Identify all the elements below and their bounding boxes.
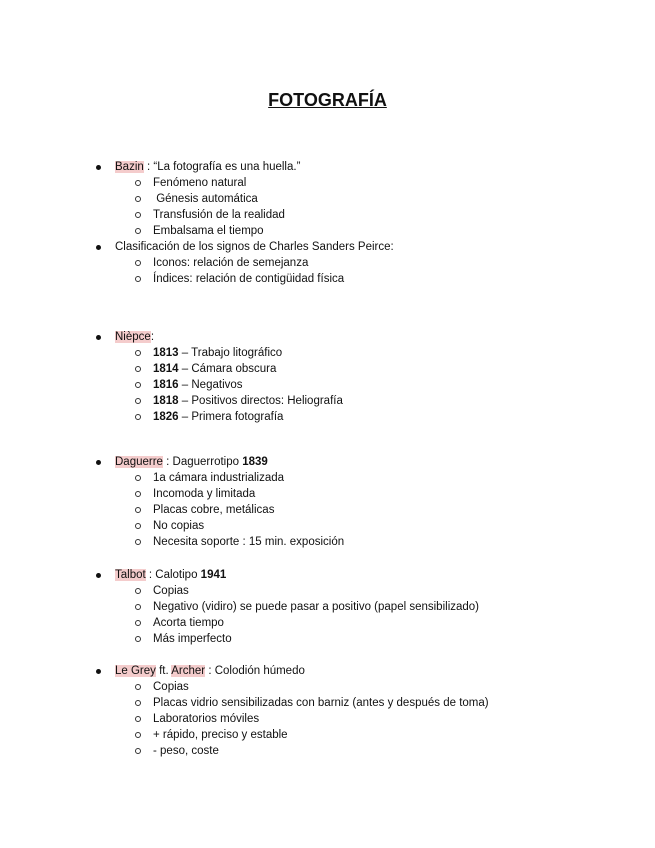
sub-item [153,727,288,743]
circle-bullet-icon [135,491,141,497]
sub-item [153,599,479,615]
sub-item-text: Génesis automática [153,193,258,205]
sub-item-text: Índices: relación de contigüidad física [153,273,345,285]
circle-bullet-icon [135,350,141,356]
sub-item-text: Embalsama el tiempo [153,225,264,237]
circle-bullet-icon [135,684,141,690]
sub-item [153,486,255,502]
bullet-icon [96,335,101,340]
circle-bullet-icon [135,523,141,529]
sub-item [153,711,259,727]
sub-item-text: Copias [153,585,189,597]
highlighted-name: Nièpce [115,331,151,343]
highlighted-name: Le Grey [115,665,156,677]
circle-bullet-icon [135,212,141,218]
item-text: : [150,331,155,343]
sub-item [153,345,282,361]
sub-item [153,695,489,711]
year-label: 1814 [153,363,179,375]
sub-item-text: 1a cámara industrializada [153,472,285,484]
highlighted-name: Daguerre [115,456,163,468]
year-label: 1839 [242,456,268,468]
item-text: Clasificación de los signos de Charles Sanders Peirce: [115,241,394,253]
circle-bullet-icon [135,748,141,754]
bullet-icon [96,573,101,578]
sub-item [153,175,246,191]
sub-item-text: Copias [153,681,189,693]
sub-item [153,223,264,239]
sub-item-text: No copias [153,520,205,532]
sub-item-text: Placas vidrio sensibilizadas con barniz (antes y después de toma) [153,697,489,709]
sub-item-text: Necesita soporte : 15 min. exposición [153,536,345,548]
sub-item-text: - peso, coste [153,745,219,757]
sub-item [153,583,189,599]
circle-bullet-icon [135,180,141,186]
sub-item [153,377,243,393]
page-title: FOTOGRAFÍA [268,90,387,110]
sub-item-text: – Cámara obscura [178,363,277,375]
circle-bullet-icon [135,260,141,266]
sub-item-text: Placas cobre, metálicas [153,504,275,516]
sub-item [153,679,189,695]
sub-item-text: + rápido, preciso y estable [153,729,288,741]
sub-item-text: Iconos: relación de semejanza [153,257,309,269]
circle-bullet-icon [135,620,141,626]
list-item-legrey-archer [115,663,305,679]
sub-item [153,271,344,287]
item-text: ft. [155,665,172,677]
sub-item [153,743,219,759]
sub-item [153,207,285,223]
sub-item [153,631,232,647]
list-item-niepce [115,329,154,345]
sub-item [153,470,284,486]
circle-bullet-icon [135,196,141,202]
circle-bullet-icon [135,604,141,610]
list-item-bazin [115,159,300,175]
circle-bullet-icon [135,382,141,388]
bullet-icon [96,245,101,250]
circle-bullet-icon [135,700,141,706]
circle-bullet-icon [135,276,141,282]
sub-item-text: Laboratorios móviles [153,713,260,725]
sub-item [153,502,274,518]
year-label: 1941 [200,569,227,581]
circle-bullet-icon [135,414,141,420]
circle-bullet-icon [135,588,141,594]
sub-item [153,255,308,271]
sub-item-text: Fenómeno natural [153,177,247,189]
circle-bullet-icon [135,507,141,513]
item-text: : Calotipo [145,569,201,581]
sub-item-text: Acorta tiempo [153,617,224,629]
year-label: 1826 [153,411,179,423]
sub-item-text: Incomoda y limitada [153,488,256,500]
bullet-icon [96,460,101,465]
highlighted-name: Archer [171,665,206,677]
item-text: : “La fotografía es una huella.” [143,161,301,173]
sub-item-text: Transfusión de la realidad [153,209,285,221]
circle-bullet-icon [135,228,141,234]
year-label: 1818 [153,395,179,407]
bullet-icon [96,165,101,170]
highlighted-name: Talbot [115,569,146,581]
circle-bullet-icon [135,636,141,642]
item-text: : Daguerrotipo [162,456,243,468]
sub-item-text: – Primera fotografía [178,411,284,423]
sub-item [153,615,224,631]
sub-item [153,393,343,409]
sub-item-text: – Negativos [178,379,243,391]
circle-bullet-icon [135,716,141,722]
circle-bullet-icon [135,475,141,481]
sub-item [153,534,344,550]
sub-item-text: Más imperfecto [153,633,232,645]
list-item-peirce [115,239,394,255]
circle-bullet-icon [135,398,141,404]
sub-item-text: – Trabajo litográfico [178,347,283,359]
sub-item-text: – Positivos directos: Heliografía [178,395,343,407]
bullet-icon [96,669,101,674]
sub-item [153,191,258,207]
sub-item [153,361,276,377]
sub-item [153,518,204,534]
highlighted-name: Bazin [115,161,144,173]
sub-item-text: Negativo (vidiro) se puede pasar a positivo (papel sensibilizado) [153,601,480,613]
list-item-talbot [115,567,226,583]
sub-item [153,409,283,425]
circle-bullet-icon [135,366,141,372]
circle-bullet-icon [135,539,141,545]
circle-bullet-icon [135,732,141,738]
list-item-daguerre [115,454,268,470]
item-text: : Colodión húmedo [205,665,305,677]
year-label: 1813 [153,347,179,359]
year-label: 1816 [153,379,179,391]
